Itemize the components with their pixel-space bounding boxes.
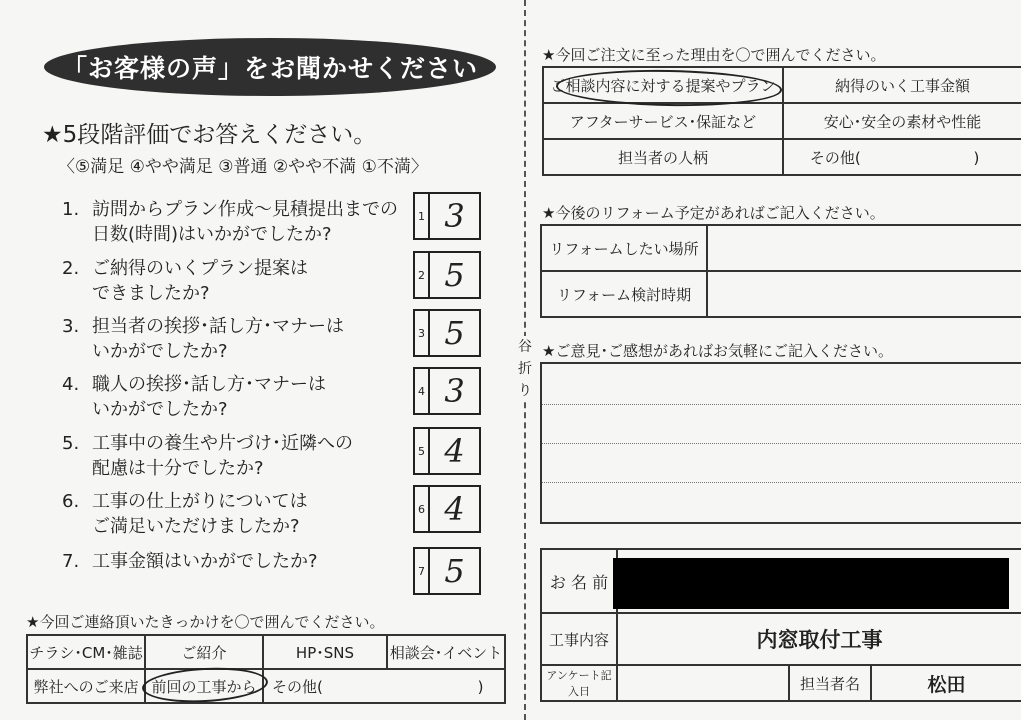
question-text bbox=[92, 314, 344, 364]
question-text bbox=[92, 197, 398, 247]
score-box[interactable] bbox=[413, 547, 481, 595]
contact-table bbox=[26, 634, 506, 704]
handwritten-score: 4 bbox=[444, 432, 465, 470]
question-line: 訪問からプラン作成～見積提出までの bbox=[92, 199, 398, 220]
score-box-number: 4 bbox=[415, 369, 430, 413]
handwritten-score: 4 bbox=[444, 490, 465, 528]
score-box-number: 1 bbox=[415, 194, 430, 238]
rating-heading: ★5段階評価でお答えください。 bbox=[42, 122, 377, 148]
question-line: いかがでしたか? bbox=[92, 399, 228, 420]
fold-label bbox=[516, 336, 534, 402]
question-item bbox=[62, 489, 308, 539]
question-line: 日数(時間)はいかがでしたか? bbox=[92, 224, 332, 245]
handwritten-score: 5 bbox=[444, 552, 465, 590]
handwritten-score: 5 bbox=[444, 256, 465, 294]
reason-option[interactable]: 担当者の人柄 bbox=[543, 139, 783, 175]
reason-other-field[interactable] bbox=[783, 139, 1021, 175]
handwritten-score: 5 bbox=[444, 314, 465, 352]
contact-other-label: その他( bbox=[271, 677, 323, 696]
question-line: 工事中の養生や片づけ･近隣への bbox=[92, 433, 353, 454]
score-box-number: 7 bbox=[415, 549, 430, 593]
question-number: 5. bbox=[62, 433, 80, 454]
reason-title: ★今回ご注文に至った理由を〇で囲んでください。 bbox=[542, 46, 886, 64]
fold-char: 谷 bbox=[518, 339, 532, 355]
contact-option[interactable]: HP･SNS bbox=[263, 635, 387, 669]
question-item bbox=[62, 314, 344, 364]
ruled-line bbox=[542, 404, 1021, 405]
work-value[interactable] bbox=[617, 613, 1021, 665]
reform-title: ★今後のリフォーム予定があればご記入ください。 bbox=[542, 204, 885, 222]
reform-table bbox=[540, 224, 1021, 318]
question-line: ご納得のいくプラン提案は bbox=[92, 258, 308, 279]
reason-option[interactable]: アフターサービス･保証など bbox=[543, 103, 783, 139]
question-number: 2. bbox=[62, 258, 80, 279]
question-number: 6. bbox=[62, 491, 80, 512]
question-line: 工事金額はいかがでしたか? bbox=[92, 551, 318, 572]
comment-area[interactable] bbox=[540, 362, 1021, 524]
question-line: できましたか? bbox=[92, 283, 210, 304]
score-box-number: 3 bbox=[415, 311, 430, 355]
score-box[interactable] bbox=[413, 485, 481, 533]
ruled-line bbox=[542, 482, 1021, 483]
staff-value[interactable]: 松田 bbox=[871, 665, 1021, 701]
question-item bbox=[62, 431, 353, 481]
question-number: 1. bbox=[62, 199, 80, 220]
question-number: 4. bbox=[62, 374, 80, 395]
ruled-line bbox=[542, 443, 1021, 444]
date-label: アンケート記入日 bbox=[541, 665, 617, 701]
redacted-name bbox=[613, 558, 1009, 609]
question-text bbox=[92, 549, 318, 574]
score-box-number: 6 bbox=[415, 487, 430, 531]
question-text bbox=[92, 489, 308, 539]
question-item bbox=[62, 372, 326, 422]
score-box[interactable] bbox=[413, 367, 481, 415]
work-value-text: 内窓取付工事 bbox=[756, 628, 883, 652]
question-number: 3. bbox=[62, 316, 80, 337]
score-box[interactable] bbox=[413, 192, 481, 240]
contact-other-close: ) bbox=[477, 677, 484, 696]
question-line: ご満足いただけましたか? bbox=[92, 516, 300, 537]
question-item bbox=[62, 549, 318, 574]
date-field[interactable] bbox=[617, 665, 789, 701]
question-line: 職人の挨拶･話し方･マナーは bbox=[92, 374, 326, 395]
question-line: 担当者の挨拶･話し方･マナーは bbox=[92, 316, 344, 337]
score-box[interactable] bbox=[413, 427, 481, 475]
score-box-number: 5 bbox=[415, 429, 430, 473]
reform-timing-input[interactable] bbox=[707, 271, 1021, 317]
reason-option[interactable]: 納得のいく工事金額 bbox=[783, 67, 1021, 103]
contact-option-selected[interactable]: 前回の工事から bbox=[145, 669, 263, 703]
reason-other-close: ) bbox=[973, 148, 980, 167]
question-item bbox=[62, 256, 308, 306]
question-text bbox=[92, 431, 353, 481]
comment-title: ★ご意見･ご感想があればお気軽にご記入ください。 bbox=[542, 342, 893, 360]
question-number: 7. bbox=[62, 551, 80, 572]
reform-place-label: リフォームしたい場所 bbox=[541, 225, 707, 271]
name-label: お 名 前 bbox=[541, 549, 617, 613]
work-label: 工事内容 bbox=[541, 613, 617, 665]
fold-char: 折 bbox=[518, 361, 532, 377]
contact-option[interactable]: ご紹介 bbox=[145, 635, 263, 669]
question-text bbox=[92, 372, 326, 422]
reform-timing-label: リフォーム検討時期 bbox=[541, 271, 707, 317]
contact-other-field[interactable] bbox=[263, 669, 505, 703]
question-line: 配慮は十分でしたか? bbox=[92, 458, 264, 479]
score-box[interactable] bbox=[413, 251, 481, 299]
question-line: 工事の仕上がりについては bbox=[92, 491, 308, 512]
handwritten-score: 3 bbox=[444, 197, 465, 235]
reform-place-input[interactable] bbox=[707, 225, 1021, 271]
question-text bbox=[92, 256, 308, 306]
contact-title: ★今回ご連絡頂いたきっかけを〇で囲んでください。 bbox=[26, 613, 385, 631]
contact-option[interactable]: 相談会･イベント bbox=[387, 635, 505, 669]
survey-banner: 「お客様の声」をお聞かせください bbox=[44, 38, 496, 96]
score-box[interactable] bbox=[413, 309, 481, 357]
fold-char: り bbox=[518, 383, 532, 399]
staff-label: 担当者名 bbox=[789, 665, 871, 701]
score-box-number: 2 bbox=[415, 253, 430, 297]
rating-legend: 〈⑤満足 ④やや満足 ③普通 ②やや不満 ①不満〉 bbox=[58, 157, 428, 177]
handwritten-score: 3 bbox=[444, 372, 465, 410]
reason-option-selected[interactable]: ご相談内容に対する提案やプラン bbox=[543, 67, 783, 103]
contact-option[interactable]: チラシ･CM･雑誌 bbox=[27, 635, 145, 669]
reason-option[interactable]: 安心･安全の素材や性能 bbox=[783, 103, 1021, 139]
question-line: いかがでしたか? bbox=[92, 341, 228, 362]
reason-other-label: その他( bbox=[809, 148, 861, 167]
question-item bbox=[62, 197, 398, 247]
contact-option[interactable]: 弊社へのご来店 bbox=[27, 669, 145, 703]
